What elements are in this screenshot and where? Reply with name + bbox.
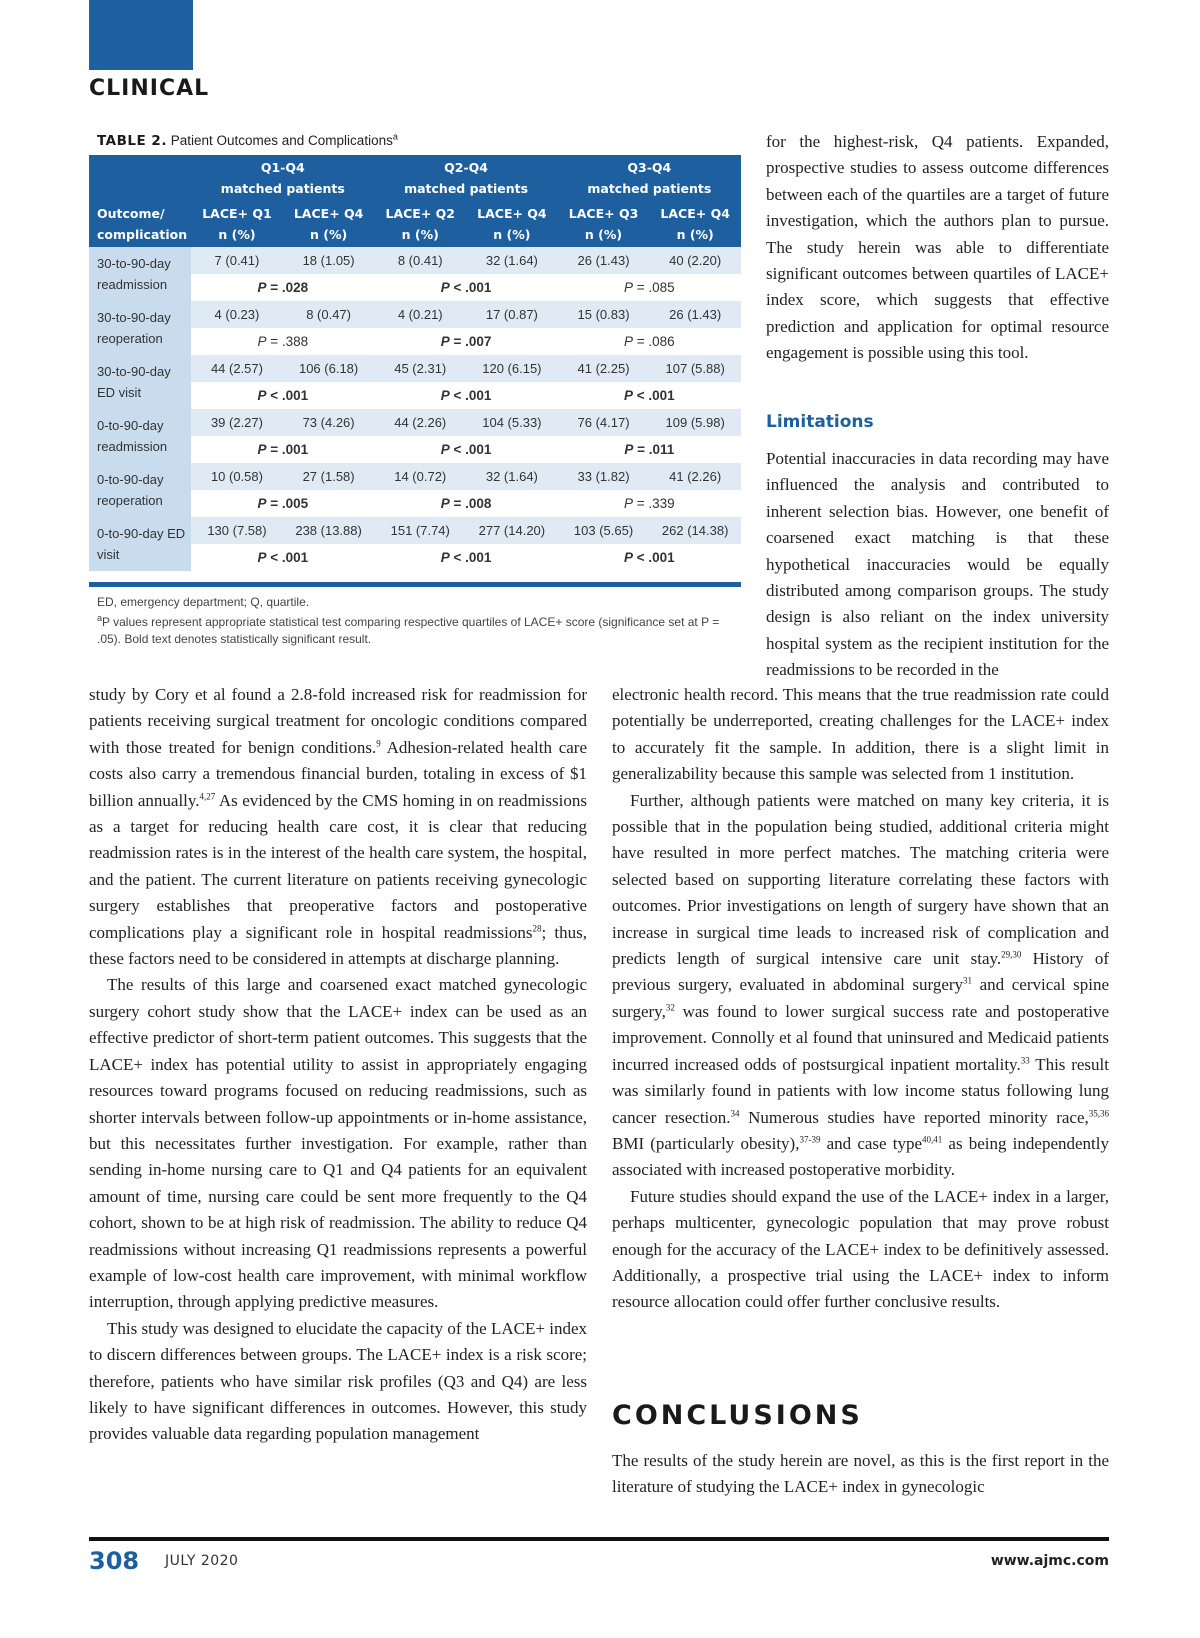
footnote-abbreviations: ED, emergency department; Q, quartile.	[97, 595, 310, 609]
table-cell: 17 (0.87)	[466, 301, 558, 328]
p-value-cell: P < .001	[191, 544, 374, 571]
table-cell: 106 (6.18)	[283, 355, 375, 382]
table-cell: 73 (4.26)	[283, 409, 375, 436]
body-paragraph: This study was designed to elucidate the capacity of the LACE+ index to discern differences between groups. The LACE+ index is a risk score; therefore, patients who have similar risk profiles (Q3 and Q4) are less likely to have significant differences in outcomes. However, this study provides valuable data regarding population management	[89, 1318, 587, 1444]
right-column-top-text: for the highest-risk, Q4 patients. Expanded, prospective studies to assess outcome differences between each of the quartiles are a target of future investigation, which the authors plan to pursue. The study herein was able to differentiate significant outcomes between quartiles of LACE+ index score, which suggests that effective prediction and application for optimal resource engagement is possible using this tool.	[766, 132, 1109, 363]
table-row	[89, 463, 741, 490]
column-header-outcome: Outcome/ complication	[89, 201, 191, 247]
table-cell: 10 (0.58)	[191, 463, 283, 490]
p-value-cell: P = .007	[374, 328, 557, 355]
table-cell: 4 (0.23)	[191, 301, 283, 328]
p-value-cell: P = .028	[191, 274, 374, 301]
conclusions-heading: CONCLUSIONS	[612, 1400, 863, 1431]
p-value-cell: P = .339	[558, 490, 741, 517]
left-column-body	[89, 682, 587, 1448]
page-number: 308	[89, 1547, 140, 1575]
outcome-label: 30-to-90-day reoperation	[89, 301, 191, 355]
table-column-row	[89, 201, 741, 247]
body-paragraph: electronic health record. This means that the true readmission rate could potentially be underreported, creating challenges for the LACE+ index to accurately fit the sample. In addition, there is a slight limit in generalizability because this sample was selected from 1 institution.	[612, 685, 1109, 784]
table-bottom-rule	[89, 582, 741, 587]
table-cell: 120 (6.15)	[466, 355, 558, 382]
outcome-label: 0-to-90-day ED visit	[89, 517, 191, 571]
p-value-cell: P < .001	[374, 382, 557, 409]
p-value-cell: P < .001	[374, 436, 557, 463]
column-header: LACE+ Q1 n (%)	[191, 201, 283, 247]
table-cell: 8 (0.41)	[374, 247, 466, 274]
table-cell: 40 (2.20)	[649, 247, 741, 274]
table-label: TABLE 2.	[97, 133, 167, 149]
table-row	[89, 247, 741, 274]
p-value-cell: P = .008	[374, 490, 557, 517]
table-cell: 8 (0.47)	[283, 301, 375, 328]
group-empty-header	[89, 155, 191, 201]
table-cell: 4 (0.21)	[374, 301, 466, 328]
outcome-label: 30-to-90-day readmission	[89, 247, 191, 301]
outcome-label: 0-to-90-day readmission	[89, 409, 191, 463]
p-value-cell: P < .001	[558, 544, 741, 571]
table-cell: 76 (4.17)	[558, 409, 650, 436]
issue-date: JULY 2020	[165, 1553, 239, 1569]
table-cell: 44 (2.26)	[374, 409, 466, 436]
table-cell: 32 (1.64)	[466, 247, 558, 274]
table-cell: 104 (5.33)	[466, 409, 558, 436]
body-paragraph: Future studies should expand the use of the LACE+ index in a larger, perhaps multicenter, gynecologic population that may prove robust enough for the accuracy of the LACE+ index to be definitively assessed. Additionally, a prospective trial using the LACE+ index to inform resource allocation could offer further conclusive results.	[612, 1186, 1109, 1312]
table-cell: 44 (2.57)	[191, 355, 283, 382]
table-cell: 109 (5.98)	[649, 409, 741, 436]
table-row	[89, 409, 741, 436]
table-cell: 41 (2.25)	[558, 355, 650, 382]
p-value-cell: P = .086	[558, 328, 741, 355]
column-header: LACE+ Q4 n (%)	[283, 201, 375, 247]
section-label: CLINICAL	[89, 76, 210, 101]
column-header: LACE+ Q2 n (%)	[374, 201, 466, 247]
p-value-cell: P < .001	[558, 382, 741, 409]
table-body	[89, 247, 741, 571]
right-column-body	[612, 682, 1109, 1316]
table-cell: 41 (2.26)	[649, 463, 741, 490]
column-header: LACE+ Q3 n (%)	[558, 201, 650, 247]
outcome-label: 0-to-90-day reoperation	[89, 463, 191, 517]
outcome-label: 30-to-90-day ED visit	[89, 355, 191, 409]
limitations-heading: Limitations	[766, 412, 874, 432]
table-row	[89, 517, 741, 544]
conclusions-text: The results of the study herein are novel, as this is the first report in the literature of studying the LACE+ index in gynecologic	[612, 1451, 1109, 1497]
table-cell: 107 (5.88)	[649, 355, 741, 382]
body-paragraph: study by Cory et al found a 2.8-fold increased risk for readmission for patients receiving surgical treatment for oncologic conditions compared with those treated for benign conditions.$^9$ Adhesion-related health care costs also carry a tremendous financial burden, totaling in excess of $1 billion annually.$^{4,27}$ As evidenced by the CMS homing in on readmissions as a target for reducing health care cost, it is clear that reducing readmission rates is in the interest of the health care system, the hospital, and the patient. The current literature on patients receiving gynecologic surgery establishes that preoperative factors and postoperative complications play a significant role in hospital readmissions$^{28}$; thus, these factors need to be considered in attempts at discharge planning.	[89, 685, 587, 969]
table-cell: 26 (1.43)	[558, 247, 650, 274]
table-cell: 151 (7.74)	[374, 517, 466, 544]
table-title	[97, 133, 398, 149]
table-cell: 18 (1.05)	[283, 247, 375, 274]
table-caption-sup: a	[392, 131, 398, 142]
group-header-q2q4: Q2-Q4 matched patients	[374, 155, 557, 201]
footnote-a: $^a$P values represent appropriate statistical test comparing respective quartiles of LACE+ score (significance set at P = .05). Bold text denotes statistically significant result.	[97, 613, 720, 646]
table-cell: 130 (7.58)	[191, 517, 283, 544]
table-cell: 238 (13.88)	[283, 517, 375, 544]
table-group-row	[89, 155, 741, 201]
table-cell: 7 (0.41)	[191, 247, 283, 274]
table-cell: 15 (0.83)	[558, 301, 650, 328]
table-cell: 33 (1.82)	[558, 463, 650, 490]
table-cell: 103 (5.65)	[558, 517, 650, 544]
table-cell: 45 (2.31)	[374, 355, 466, 382]
column-header: LACE+ Q4 n (%)	[649, 201, 741, 247]
column-header: LACE+ Q4 n (%)	[466, 201, 558, 247]
table-cell: 14 (0.72)	[374, 463, 466, 490]
outcomes-table	[89, 155, 741, 571]
group-header-q3q4: Q3-Q4 matched patients	[558, 155, 741, 201]
table-cell: 262 (14.38)	[649, 517, 741, 544]
body-paragraph: Further, although patients were matched on many key criteria, it is possible that in the population being studied, additional criteria might have resulted in more perfect matches. The matching criteria were selected based on supporting literature correlating these factors with outcomes. Prior investigations on length of surgery have shown that an increase in surgical time leads to increased risk of complication and predicts length of surgical intensive care unit stay.$^{29,30}$ History of previous surgery, evaluated in abdominal surgery$^{31}$ and cervical spine surgery,$^{32}$ was found to lower surgical success rate and postoperative improvement. Connolly et al found that uninsured and Medicaid patients incurred increased odds of postsurgical inpatient mortality.$^{33}$ This result was similarly found in patients with low income status following lung cancer resection.$^{34}$ Numerous studies have reported minority race,$^{35,36}$ BMI (particularly obesity),$^{37-39}$ and case type$^{40,41}$ as being independently associated with increased postoperative morbidity.	[612, 790, 1110, 1180]
footer-rule	[89, 1537, 1109, 1541]
table-cell: 27 (1.58)	[283, 463, 375, 490]
p-value-cell: P < .001	[374, 274, 557, 301]
group-header-q1q4: Q1-Q4 matched patients	[191, 155, 374, 201]
p-value-cell: P < .001	[191, 382, 374, 409]
body-paragraph: The results of this large and coarsened exact matched gynecologic surgery cohort study show that the LACE+ index can be used as an effective predictor of short-term patient outcomes. This suggests that the LACE+ index has potential utility to assist in appropriately engaging resources toward programs focused on reducing readmissions, such as shorter intervals between follow-up appointments or in-home assistance, but this necessitates further investigation. For example, rather than sending in-home nursing care to Q1 and Q4 patients for an equivalent amount of time, nursing care could be sent more frequently to the Q4 cohort, shown to be at high risk of readmission. The ability to reduce Q4 readmissions without increasing Q1 readmissions represents a powerful example of low-cost health care improvement, with minimal workflow interruption, through applying predictive measures.	[89, 975, 587, 1312]
table-row	[89, 301, 741, 328]
table-footnotes	[97, 594, 737, 651]
table-cell: 32 (1.64)	[466, 463, 558, 490]
table-cell: 39 (2.27)	[191, 409, 283, 436]
p-value-cell: P = .011	[558, 436, 741, 463]
table-caption: Patient Outcomes and Complications	[170, 133, 393, 148]
table-cell: 26 (1.43)	[649, 301, 741, 328]
p-value-cell: P = .085	[558, 274, 741, 301]
table-row	[89, 355, 741, 382]
p-value-cell: P = .388	[191, 328, 374, 355]
p-value-cell: P < .001	[374, 544, 557, 571]
table-cell: 277 (14.20)	[466, 517, 558, 544]
journal-url: www.ajmc.com	[990, 1553, 1109, 1569]
limitations-text: Potential inaccuracies in data recording may have influenced the analysis and contributed to inherent selection bias. However, one benefit of coarsened exact matching is that these hypothetical inaccuracies would be equally distributed among comparison groups. The study design is also reliant on the index university hospital system as the recipient institution for the readmissions to be recorded in the	[766, 449, 1109, 680]
header-color-block	[89, 0, 193, 70]
p-value-cell: P = .001	[191, 436, 374, 463]
p-value-cell: P = .005	[191, 490, 374, 517]
